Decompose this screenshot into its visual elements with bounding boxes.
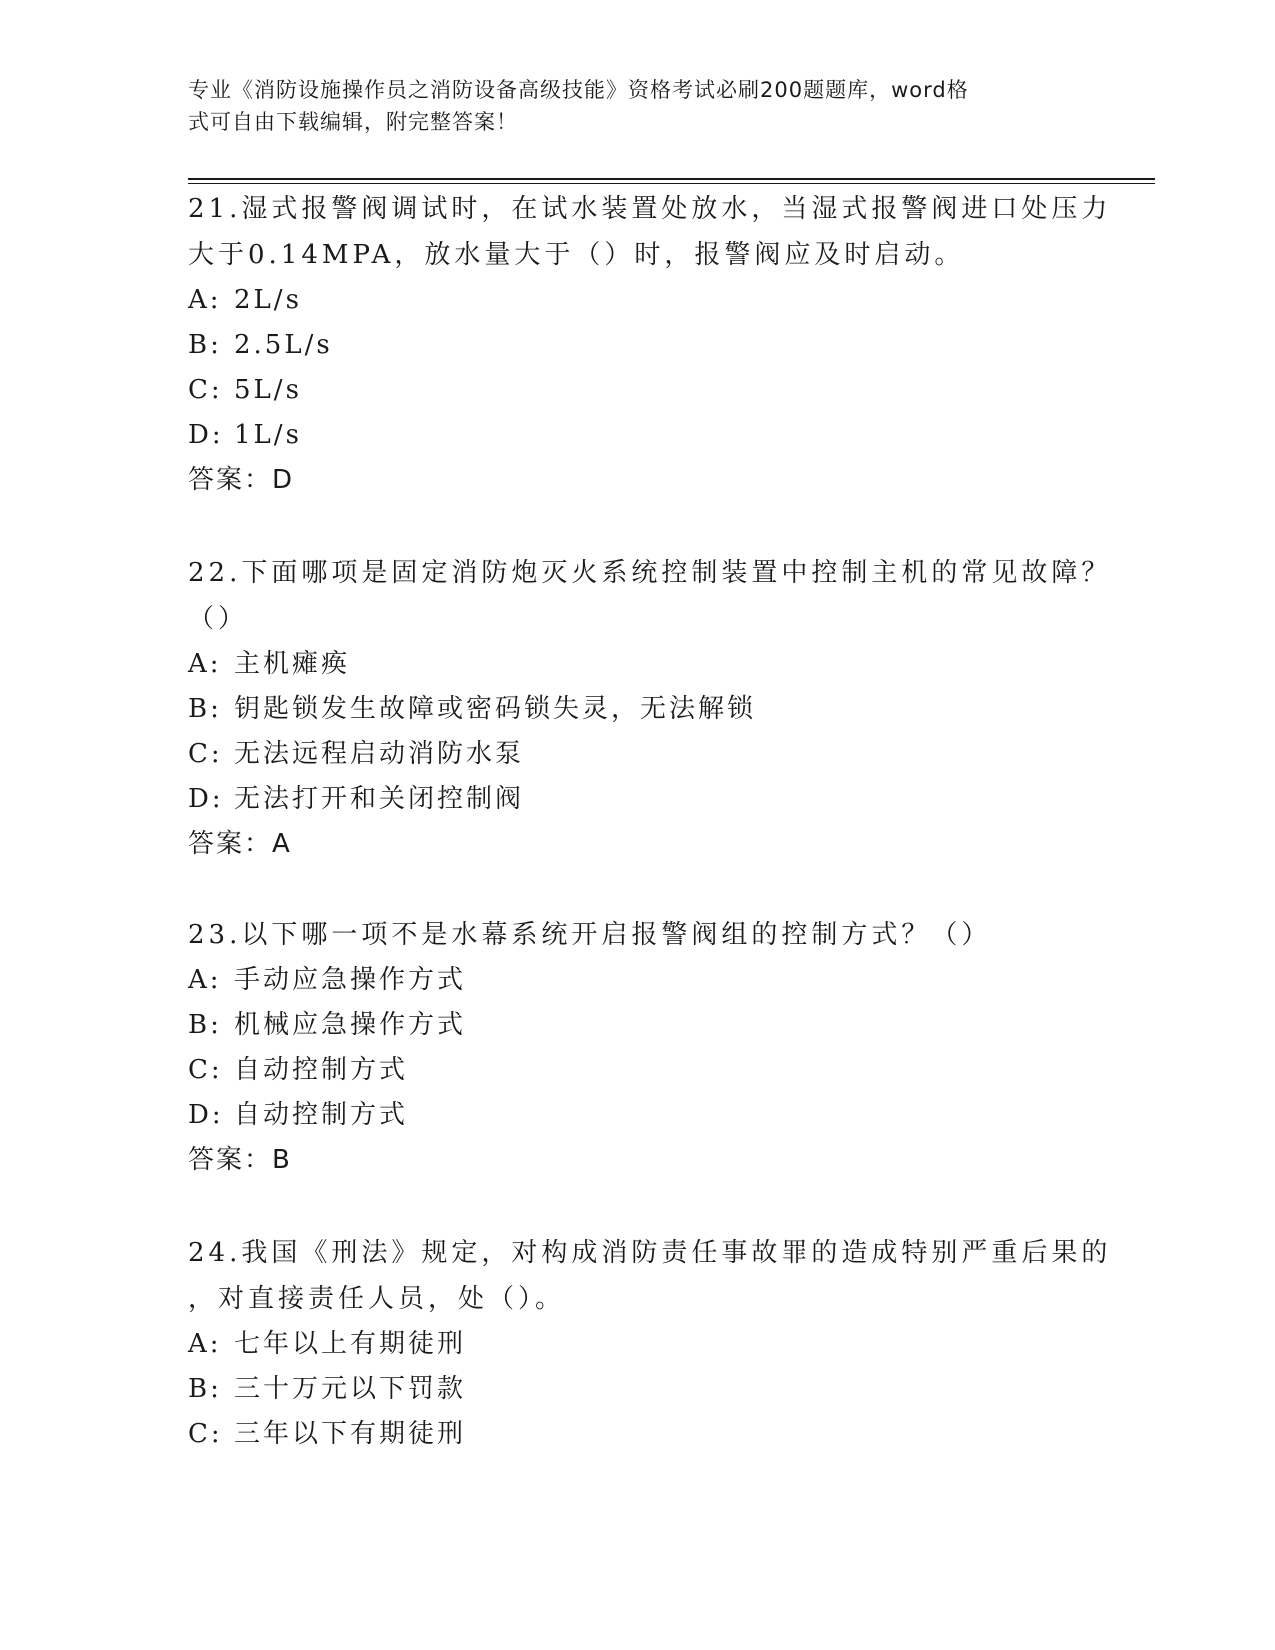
option-key: A: [188,649,222,679]
option-d [188,413,1088,458]
option-b [188,1003,1088,1048]
option-text: 钥匙锁发生故障或密码锁失灵，无法解锁 [234,694,757,724]
option-key: B: [188,1374,222,1404]
option-c [188,1412,1088,1457]
option-text: 自动控制方式 [234,1100,409,1130]
option-text: 2L/s [234,285,302,315]
option-text: 手动应急操作方式 [234,965,467,995]
answer-line: 答案：B [188,1145,292,1175]
header-divider-thick [188,178,1155,180]
option-text: 2.5L/s [234,330,333,360]
question-stem-line: 22.下面哪项是固定消防炮灭火系统控制装置中控制主机的常见故障？ [188,558,1112,588]
option-key: A: [188,1329,222,1359]
question-stem-line: 21.湿式报警阀调试时，在试水装置处放水，当湿式报警阀进口处压力 [188,194,1112,224]
option-key: C: [188,1419,223,1449]
question-21 [188,186,1112,503]
option-a [188,642,1088,687]
document-header [188,74,1088,138]
option-text: 1L/s [234,420,302,450]
question-22 [188,550,1112,867]
option-text: 无法打开和关闭控制阀 [234,784,525,814]
header-divider-thin [188,183,1155,184]
option-c [188,1048,1088,1093]
question-stem-line: （） [188,604,249,634]
question-stem-line: 24.我国《刑法》规定，对构成消防责任事故罪的造成特别严重后果的 [188,1238,1112,1268]
answer-line: 答案：D [188,465,295,495]
question-stem-line: 23.以下哪一项不是水幕系统开启报警阀组的控制方式？（） [188,920,992,950]
option-key: A: [188,285,222,315]
option-a [188,278,1088,323]
option-a [188,958,1088,1003]
header-line-1: 专业《消防设施操作员之消防设备高级技能》资格考试必刷200题题库，word格 [188,78,969,102]
option-c [188,368,1088,413]
option-key: D: [188,420,224,450]
question-23 [188,912,1088,1183]
option-key: B: [188,694,222,724]
option-d [188,777,1088,822]
option-key: B: [188,1010,222,1040]
option-d [188,1093,1088,1138]
option-text: 七年以上有期徒刑 [234,1329,467,1359]
option-key: D: [188,784,224,814]
option-text: 无法远程启动消防水泵 [234,739,525,769]
option-text: 三年以下有期徒刑 [234,1419,467,1449]
option-key: C: [188,1055,223,1085]
option-key: A: [188,965,222,995]
option-text: 主机瘫痪 [234,649,351,679]
option-text: 自动控制方式 [234,1055,409,1085]
question-stem-line: ，对直接责任人员，处（）。 [188,1284,566,1314]
answer-line: 答案：A [188,829,292,859]
option-b [188,323,1088,368]
option-key: C: [188,375,223,405]
option-key: C: [188,739,223,769]
question-stem-line: 大于0.14MPA，放水量大于（）时，报警阀应及时启动。 [188,240,965,270]
option-text: 三十万元以下罚款 [234,1374,467,1404]
option-c [188,732,1088,777]
option-key: D: [188,1100,224,1130]
option-text: 5L/s [234,375,302,405]
option-a [188,1322,1088,1367]
question-24 [188,1230,1112,1457]
option-text: 机械应急操作方式 [234,1010,467,1040]
option-b [188,1367,1088,1412]
option-key: B: [188,330,222,360]
option-b [188,687,1088,732]
header-line-2: 式可自由下载编辑，附完整答案！ [188,110,518,134]
